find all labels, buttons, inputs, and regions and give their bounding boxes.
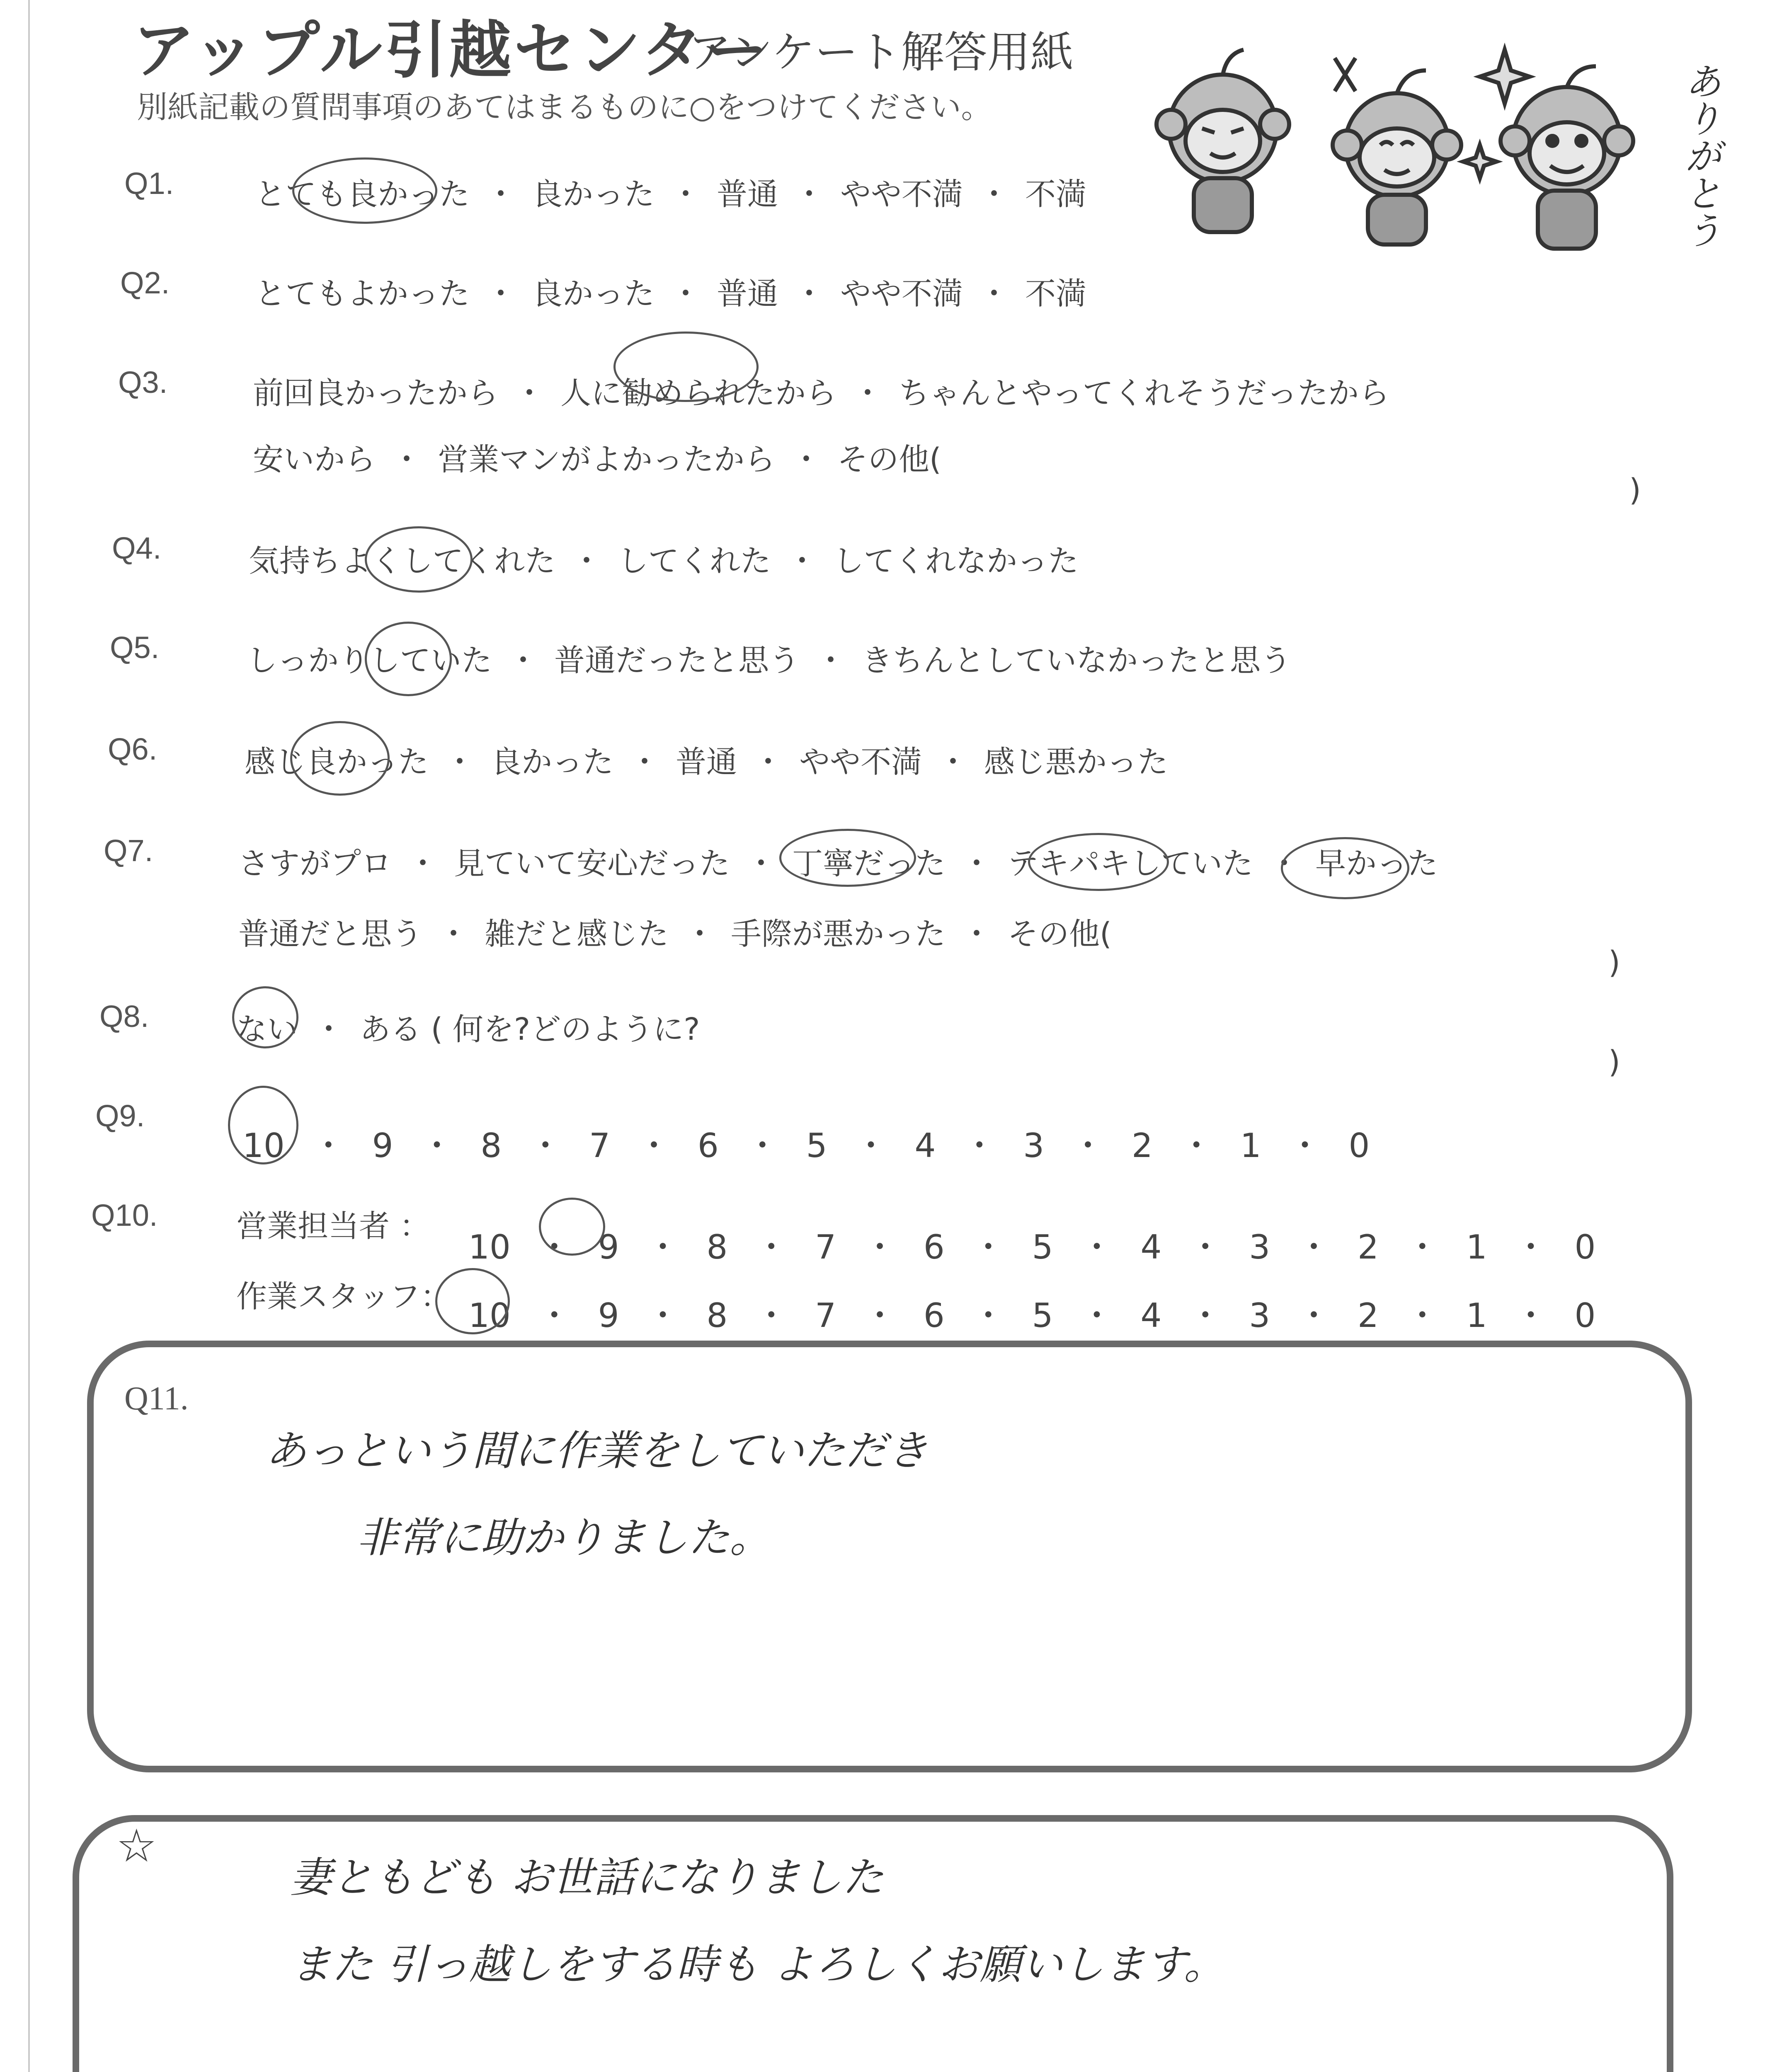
q10-staff-scale[interactable]: 10 ・ 9 ・ 8 ・ 7 ・ 6 ・ 5 ・ 4 ・ 3 ・ 2 ・ 1 ・ 0 xyxy=(468,1296,1596,1335)
star-comment-line-2: また 引っ越しをする時も よろしくお願いします。 xyxy=(290,1940,1225,1989)
q7-option-3[interactable]: 丁寧だった xyxy=(792,846,946,881)
q8-option-2[interactable]: ある ( 何を?どのように? xyxy=(360,1012,700,1047)
q2-options: とてもよかった ・ 良かった ・ 普通 ・ やや不満 ・ 不満 xyxy=(255,276,1086,312)
q1-option-5[interactable]: 不満 xyxy=(1025,177,1086,212)
q7-answer-circle-1 xyxy=(779,829,916,887)
q1-option-4[interactable]: やや不満 xyxy=(840,177,963,212)
q3-options-line2: 安いから ・ 営業マンがよかったから ・ その他( xyxy=(253,442,941,477)
instruction-text: 別紙記載の質問事項のあてはまるものに○をつけてください。 xyxy=(137,90,992,125)
q5-option-3[interactable]: きちんとしていなかったと思う xyxy=(862,643,1291,678)
q1-option-1[interactable]: とても良かった xyxy=(255,177,470,212)
q10-label: Q10. xyxy=(91,1198,158,1232)
q6-answer-circle xyxy=(290,721,390,796)
q8-answer-circle xyxy=(232,986,298,1048)
q5-option-2[interactable]: 普通だったと思う xyxy=(554,643,800,678)
q2-option-5[interactable]: 不満 xyxy=(1025,276,1086,312)
q8-label: Q8. xyxy=(99,999,149,1034)
q1-options: とても良かった ・ 良かった ・ 普通 ・ やや不満 ・ 不満 xyxy=(255,177,1086,212)
q3-answer-circle xyxy=(613,332,759,402)
q3-option-5[interactable]: 営業マンがよかったから xyxy=(438,442,775,477)
q3-option-3[interactable]: ちゃんとやってくれそうだったから xyxy=(899,375,1389,411)
mascot-illustration xyxy=(1140,8,1720,257)
q11-label: Q11. xyxy=(124,1380,189,1417)
q10-sales-scale[interactable]: 10 ・ 9 ・ 8 ・ 7 ・ 6 ・ 5 ・ 4 ・ 3 ・ 2 ・ 1 ・ 0 xyxy=(468,1228,1596,1266)
q7-option-6[interactable]: 普通だと思う xyxy=(238,916,422,952)
q7-option-8[interactable]: 手際が悪かった xyxy=(731,916,946,952)
q5-options: しっかりしていた ・ 普通だったと思う ・ きちんとしていなかったと思う xyxy=(247,643,1291,678)
q6-option-3[interactable]: 普通 xyxy=(676,744,737,780)
q10-staff-answer-circle xyxy=(435,1268,510,1334)
q7-option-4[interactable]: テキパキしていた xyxy=(1008,846,1253,881)
q6-option-2[interactable]: 良かった xyxy=(491,744,613,780)
q3-option-4[interactable]: 安いから xyxy=(253,442,376,477)
q10-sales-label: 営業担当者 ： xyxy=(236,1208,430,1244)
q6-option-4[interactable]: やや不満 xyxy=(799,744,922,780)
q9-scale[interactable]: 10 ・ 9 ・ 8 ・ 7 ・ 6 ・ 5 ・ 4 ・ 3 ・ 2 ・ 1 ・ 0 xyxy=(242,1126,1370,1165)
star-icon: ☆ xyxy=(116,1819,157,1872)
q2-option-1[interactable]: とてもよかった xyxy=(255,276,470,312)
q5-option-1[interactable]: しっかりしていた xyxy=(247,643,492,678)
q7-option-7[interactable]: 雑だと感じた xyxy=(485,916,669,952)
q7-option-2[interactable]: 見ていて安心だった xyxy=(454,846,730,881)
scan-edge-line xyxy=(28,0,30,2072)
q3-option-2[interactable]: 人に勧められたから xyxy=(560,375,836,411)
q1-answer-circle xyxy=(292,157,437,224)
q8-option-1[interactable]: ない xyxy=(236,1012,298,1047)
q4-answer-circle xyxy=(365,526,473,593)
q3-options-line1: 前回良かったから ・ 人に勧められたから ・ ちゃんとやってくれそうだったから xyxy=(253,375,1389,411)
form-subtitle: アンケート解答用紙 xyxy=(688,27,1074,77)
q3-close-paren: ) xyxy=(1629,472,1641,508)
q3-option-other[interactable]: その他( xyxy=(837,442,941,477)
q4-option-1[interactable]: 気持ちよくしてくれた xyxy=(249,543,555,579)
q8-options: ない ・ ある ( 何を?どのように? xyxy=(236,1012,700,1047)
q5-label: Q5. xyxy=(110,630,160,665)
q11-comment-box xyxy=(87,1341,1692,1772)
q8-close-paren: ) xyxy=(1608,1044,1620,1080)
q7-option-1[interactable]: さすがプロ xyxy=(238,846,392,881)
q6-options: 感じ良かった ・ 良かった ・ 普通 ・ やや不満 ・ 感じ悪かった xyxy=(245,744,1168,780)
company-title: アップル引越センター xyxy=(133,15,770,87)
q5-answer-circle xyxy=(365,622,452,696)
q6-option-1[interactable]: 感じ良かった xyxy=(245,744,429,780)
q2-option-2[interactable]: 良かった xyxy=(532,276,655,312)
q10-sales-answer-circle xyxy=(539,1198,605,1256)
q11-comment-line-1: あっという間に作業をしていただき xyxy=(265,1426,928,1475)
q11-comment-line-2: 非常に助かりました。 xyxy=(356,1513,771,1562)
q9-answer-circle xyxy=(228,1086,298,1164)
q7-answer-circle-2 xyxy=(1028,833,1169,891)
q9-label: Q9. xyxy=(95,1099,145,1133)
q6-label: Q6. xyxy=(108,732,158,766)
q4-label: Q4. xyxy=(112,531,162,565)
q7-answer-circle-3 xyxy=(1281,837,1409,899)
q7-close-paren: ) xyxy=(1608,945,1620,980)
q3-label: Q3. xyxy=(118,365,168,399)
q2-label: Q2. xyxy=(120,266,170,300)
q2-option-3[interactable]: 普通 xyxy=(717,276,778,312)
q1-option-2[interactable]: 良かった xyxy=(532,177,655,212)
q4-option-2[interactable]: してくれた xyxy=(618,543,771,579)
q3-option-1[interactable]: 前回良かったから xyxy=(253,375,498,411)
mascot-thanks-text: ありがとう xyxy=(1678,62,1721,249)
q4-options: 気持ちよくしてくれた ・ してくれた ・ してくれなかった xyxy=(249,543,1079,579)
q2-option-4[interactable]: やや不満 xyxy=(840,276,963,312)
q6-option-5[interactable]: 感じ悪かった xyxy=(984,744,1168,780)
q7-label: Q7. xyxy=(104,833,153,868)
q7-option-other[interactable]: その他( xyxy=(1008,916,1112,952)
q10-staff-label: 作業スタッフ： xyxy=(236,1279,451,1314)
q4-option-3[interactable]: してくれなかった xyxy=(833,543,1079,579)
q7-options-line2: 普通だと思う ・ 雑だと感じた ・ 手際が悪かった ・ その他( xyxy=(238,916,1112,952)
q1-option-3[interactable]: 普通 xyxy=(717,177,778,212)
q7-option-5[interactable]: 早かった xyxy=(1315,846,1438,881)
q7-options-line1: さすがプロ ・ 見ていて安心だった ・ 丁寧だった ・ テキパキしていた ・ 早かった xyxy=(238,846,1438,881)
star-comment-line-1: 妻ともども お世話になりました xyxy=(290,1853,884,1902)
q1-label: Q1. xyxy=(124,166,174,201)
